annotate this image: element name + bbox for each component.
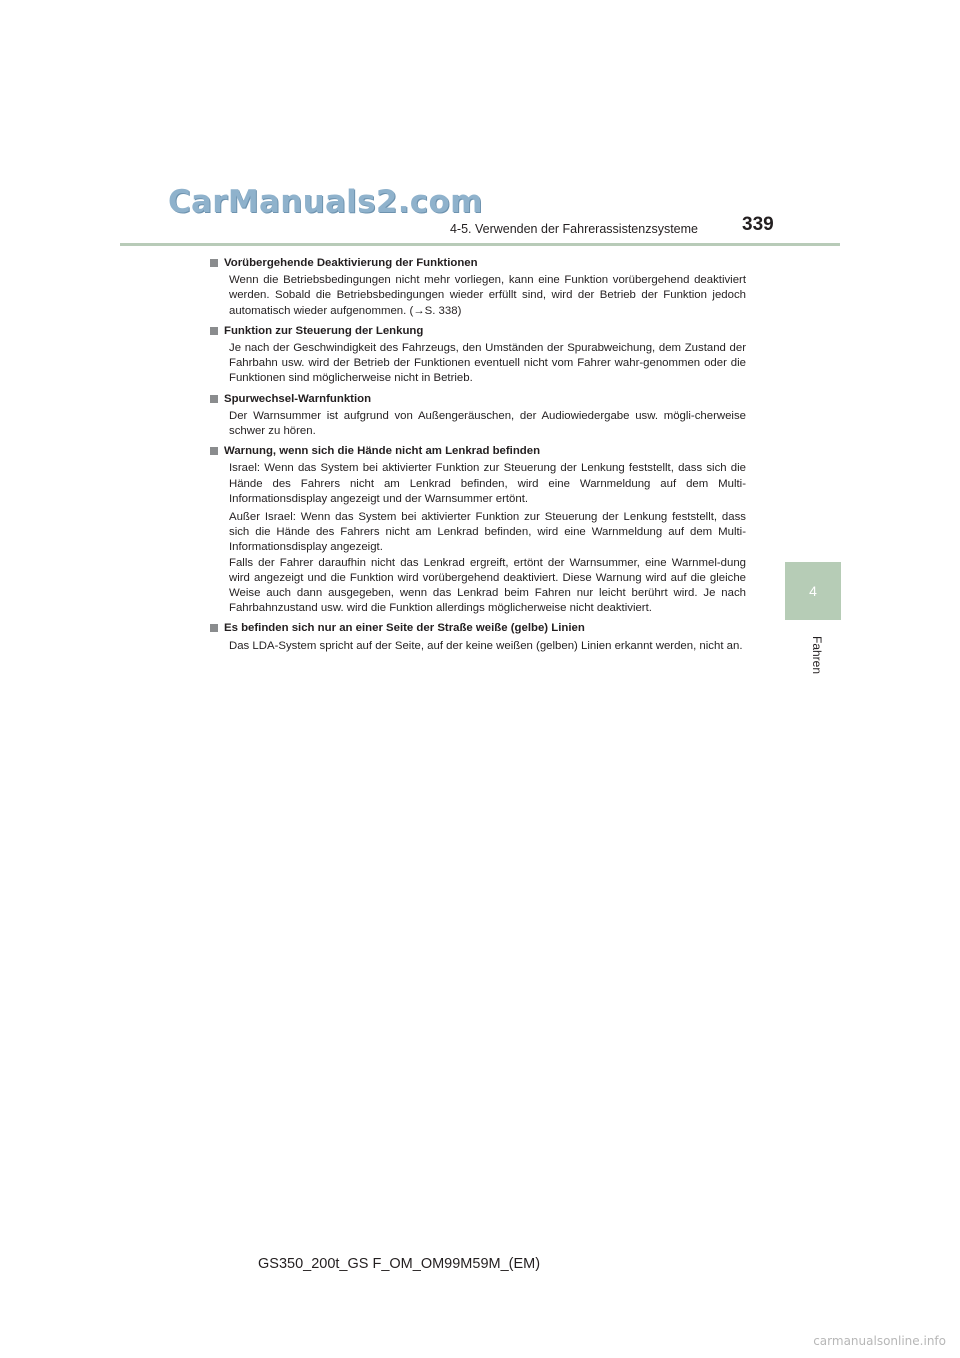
section-title-text: Vorübergehende Deaktivierung der Funktionen (224, 257, 478, 269)
section-4 (210, 444, 746, 616)
square-bullet-icon (210, 259, 218, 267)
section-3 (210, 392, 746, 440)
paragraph: Falls der Fahrer daraufhin nicht das Lenkrad ergreift, ertönt der Warnsummer, eine Warnmel-dung wird angezeigt und die Funktion wird vorübergehend deaktiviert. Diese Warnung wird auf die gleiche Weise auch dann ausgegeben, wenn das Lenkrad beim Fahren nur leicht berührt wird. Je nach Fahrbahnzustand usw. wird die Funktion allerdings möglicherweise nicht deaktiviert. (229, 556, 746, 615)
header-divider (120, 243, 840, 246)
chapter-tab-label: Fahren (810, 636, 824, 675)
paragraph: Israel: Wenn das System bei aktivierter Funktion zur Steuerung der Lenkung feststellt, dass sich die Hände des Fahrers nicht am Lenkrad befinden, wird eine Warnmeldung auf dem Multi-Informationsdisplay angezeigt und der Warnsummer ertönt. (229, 462, 746, 505)
square-bullet-icon (210, 624, 218, 632)
section-title (210, 392, 746, 407)
section-2 (210, 324, 746, 387)
document-code: GS350_200t_GS F_OM_OM99M59M_(EM) (258, 1256, 541, 1272)
watermark-logo: CarManuals2.com (168, 184, 483, 220)
section-title-text: Es befinden sich nur an einer Seite der Straße weiße (gelbe) Linien (224, 622, 585, 635)
page-number: 339 (742, 214, 774, 235)
section-title (210, 444, 746, 459)
paragraph: Je nach der Geschwindigkeit des Fahrzeugs, den Umständen der Spurabweichung, dem Zustand der Fahrbahn usw. wird der Betrieb der Funktionen eventuell nicht vom Fahrer wahr-genommen oder die Funktionen sind möglicherweise nicht in Betrieb. (229, 342, 746, 385)
watermark-footer: carmanualsonline.info (813, 1334, 946, 1348)
section-title-text: Warnung, wenn sich die Hände nicht am Lenkrad befinden (224, 445, 541, 458)
page-content (210, 256, 746, 659)
section-title-text: Funktion zur Steuerung der Lenkung (224, 324, 424, 337)
square-bullet-icon (210, 395, 218, 403)
section-1 (210, 256, 746, 319)
square-bullet-icon (210, 327, 218, 335)
paragraph: Das LDA-System spricht auf der Seite, auf der keine weißen (gelben) Linien erkannt werden, nicht an. (229, 639, 743, 652)
paragraph: Wenn die Betriebsbedingungen nicht mehr vorliegen, kann eine Funktion vorübergehend deaktiviert werden. Sobald die Betriebsbedingungen wieder erfüllt sind, wird der Betrieb der Funktion jedoch automatisch wieder aufgenommen. (→S. 338) (229, 274, 746, 317)
section-title-text: Spurwechsel-Warnfunktion (224, 392, 372, 405)
chapter-tab-number: 4 (809, 583, 817, 599)
paragraph: Der Warnsummer ist aufgrund von Außengeräuschen, der Audiowiedergabe usw. mögli-cherweise schwer zu hören. (229, 409, 746, 438)
section-5 (210, 621, 746, 653)
chapter-heading: 4-5. Verwenden der Fahrerassistenzsysteme (449, 222, 698, 236)
section-title (210, 621, 746, 636)
square-bullet-icon (210, 447, 218, 455)
paragraph: Außer Israel: Wenn das System bei aktivierter Funktion zur Steuerung der Lenkung feststellt, dass sich die Hände des Fahrers nicht am Lenkrad befinden, wird eine Warnmeldung auf dem Multi-Informationsdisplay angezeigt. (229, 511, 746, 554)
chapter-tab (785, 562, 841, 620)
section-title (210, 256, 746, 271)
section-title (210, 324, 746, 339)
